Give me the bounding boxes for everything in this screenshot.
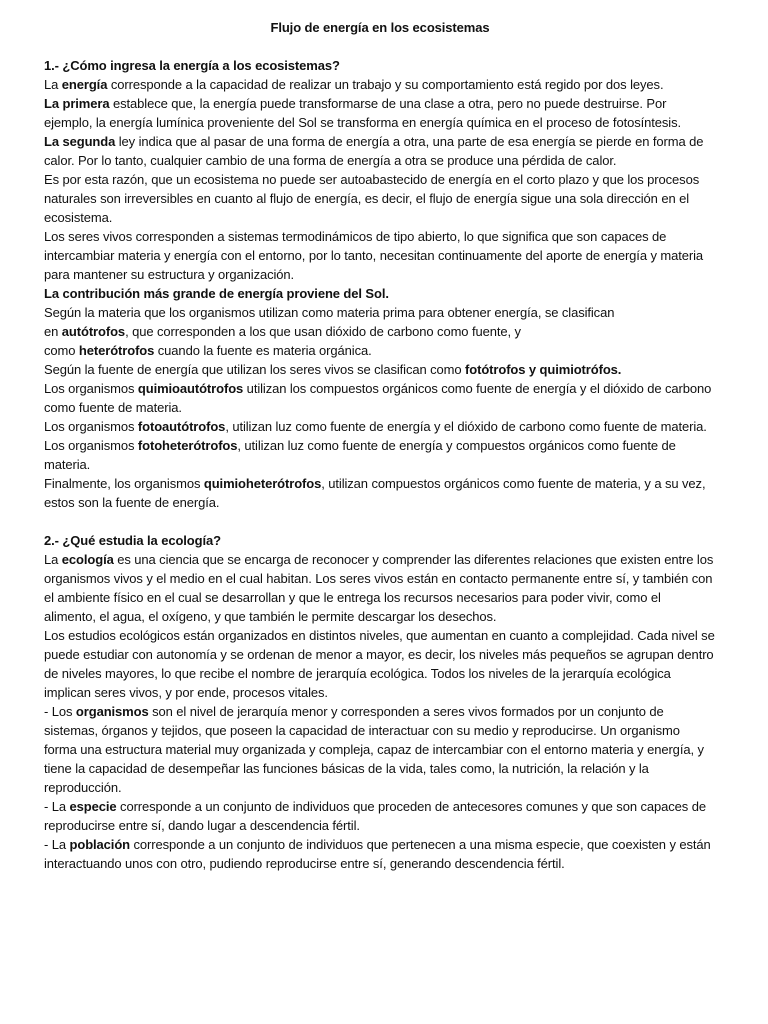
paragraph	[44, 436, 716, 474]
paragraph	[44, 75, 716, 94]
text-run: Los estudios ecológicos están organizados en distintos niveles, que aumentan en cuanto a complejidad. Cada nivel se puede estudiar con autonomía y se ordenan de menor a mayor, es decir, los niveles más pequeños se agrupan dentro de niveles mayores, lo que recibe el nombre de jerarquía ecológica. Todos los niveles de la jerarquía ecológica implican seres vivos, y por ende, procesos vitales.	[44, 628, 715, 700]
bold-term: especie	[69, 799, 117, 814]
bold-term: ecología	[61, 552, 114, 567]
paragraph	[44, 550, 716, 626]
text-run: Finalmente, los organismos	[44, 476, 204, 491]
text-run: como	[44, 343, 79, 358]
section-spacer	[44, 512, 716, 531]
paragraph	[44, 797, 716, 835]
text-run: Según la materia que los organismos utilizan como materia prima para obtener energía, se clasifican	[44, 305, 615, 320]
bold-term: energía	[61, 77, 108, 92]
text-run: es una ciencia que se encarga de reconocer y comprender las diferentes relaciones que existen entre los organismos vivos y el medio en el cual habitan. Los seres vivos están en contacto permanente entre sí, y también con el ambiente físico en el cual se desarrollan y que le entrega los recursos necesarios para poder vivir, como el alimento, el agua, el oxígeno, y que también le permite descargar los desechos.	[44, 552, 714, 624]
paragraph	[44, 303, 716, 322]
section-heading: 1.- ¿Cómo ingresa la energía a los ecosistemas?	[44, 58, 340, 73]
paragraph	[44, 474, 716, 512]
text-run: Es por esta razón, que un ecosistema no puede ser autoabastecido de energía en el corto plazo y que los procesos naturales son irreversibles en cuanto al flujo de energía, es decir, el flujo de energía sigue una sola dirección en el ecosistema.	[44, 172, 700, 225]
text-run: utilizan los compuestos orgánicos como fuente de energía y el dióxido de carbono como fuente de materia.	[44, 381, 712, 415]
bold-term: La segunda	[44, 134, 116, 149]
bold-term: La contribución más grande de energía proviene del Sol.	[44, 286, 389, 301]
paragraph	[44, 322, 716, 341]
text-run: - Los	[44, 704, 76, 719]
bold-term: fotoautótrofos	[137, 419, 226, 434]
text-run: , utilizan luz como fuente de energía y el dióxido de carbono como fuente de materia.	[225, 419, 707, 434]
text-run: Los organismos	[44, 438, 138, 453]
bold-term: autótrofos	[61, 324, 126, 339]
document-body	[44, 56, 716, 873]
text-run: La	[44, 77, 62, 92]
text-run: son el nivel de jerarquía menor y corresponden a seres vivos formados por un conjunto de sistemas, órganos y tejidos, que poseen la capacidad de interactuar con su medio y reproducirse. Un organismo forma una estructura material muy organizada y compleja, capaz de intercambiar con el entorno materia y energía, y tiene la capacidad de desempeñar las funciones básicas de la vida, tales como, la nutrición, la relación y la reproducción.	[44, 704, 704, 795]
bold-term: fotótrofos y quimiotrófos.	[465, 362, 622, 377]
paragraph	[44, 170, 716, 227]
text-run: Los seres vivos corresponden a sistemas termodinámicos de tipo abierto, lo que significa que son capaces de intercambiar materia y energía con el entorno, por lo tanto, necesitan continuamente del aporte de energía y materia para mantener su estructura y organización.	[44, 229, 704, 282]
text-run: corresponde a un conjunto de individuos que pertenecen a una misma especie, que coexisten y están interactuando unos con otro, pudiendo reproducirse entre sí, generando descendencia fértil.	[44, 837, 711, 871]
paragraph	[44, 284, 716, 303]
bold-term: heterótrofos	[78, 343, 155, 358]
bold-term: quimioautótrofos	[137, 381, 244, 396]
section-heading: 2.- ¿Qué estudia la ecología?	[44, 533, 221, 548]
paragraph	[44, 341, 716, 360]
text-run: cuando la fuente es materia orgánica.	[154, 343, 372, 358]
text-run: ley indica que al pasar de una forma de energía a otra, una parte de esa energía se pierde en forma de calor. Por lo tanto, cualquier cambio de una forma de energía a otra se produce una pérdida de calor.	[44, 134, 704, 168]
text-run: , utilizan compuestos orgánicos como fuente de materia, y a su vez, estos son la fuente de energía.	[44, 476, 706, 510]
paragraph	[44, 132, 716, 170]
text-run: corresponde a la capacidad de realizar un trabajo y su comportamiento está regido por dos leyes.	[107, 77, 664, 92]
text-run: Los organismos	[44, 419, 138, 434]
bold-term: La primera	[44, 96, 110, 111]
text-run: - La	[44, 837, 70, 852]
paragraph	[44, 379, 716, 417]
text-run: establece que, la energía puede transformarse de una clase a otra, pero no puede destruirse. Por ejemplo, la energía lumínica proveniente del Sol se transforma en energía química en el proceso de fotosíntesis.	[44, 96, 682, 130]
paragraph	[44, 227, 716, 284]
document-title: Flujo de energía en los ecosistemas	[270, 20, 490, 35]
bold-term: población	[69, 837, 131, 852]
text-run: Los organismos	[44, 381, 138, 396]
bold-term: quimioheterótrofos	[203, 476, 322, 491]
bold-term: fotoheterótrofos	[137, 438, 238, 453]
text-run: , utilizan luz como fuente de energía y compuestos orgánicos como fuente de materia.	[44, 438, 676, 472]
paragraph	[44, 702, 716, 797]
paragraph	[44, 626, 716, 702]
text-run: , que corresponden a los que usan dióxido de carbono como fuente, y	[125, 324, 521, 339]
text-run: corresponde a un conjunto de individuos que proceden de antecesores comunes y que son capaces de reproducirse entre sí, dando lugar a descendencia fértil.	[44, 799, 706, 833]
paragraph	[44, 360, 716, 379]
text-run: en	[44, 324, 62, 339]
text-run: Según la fuente de energía que utilizan los seres vivos se clasifican como	[44, 362, 466, 377]
text-run: - La	[44, 799, 70, 814]
paragraph	[44, 417, 716, 436]
paragraph	[44, 94, 716, 132]
bold-term: organismos	[75, 704, 149, 719]
paragraph	[44, 835, 716, 873]
text-run: La	[44, 552, 62, 567]
